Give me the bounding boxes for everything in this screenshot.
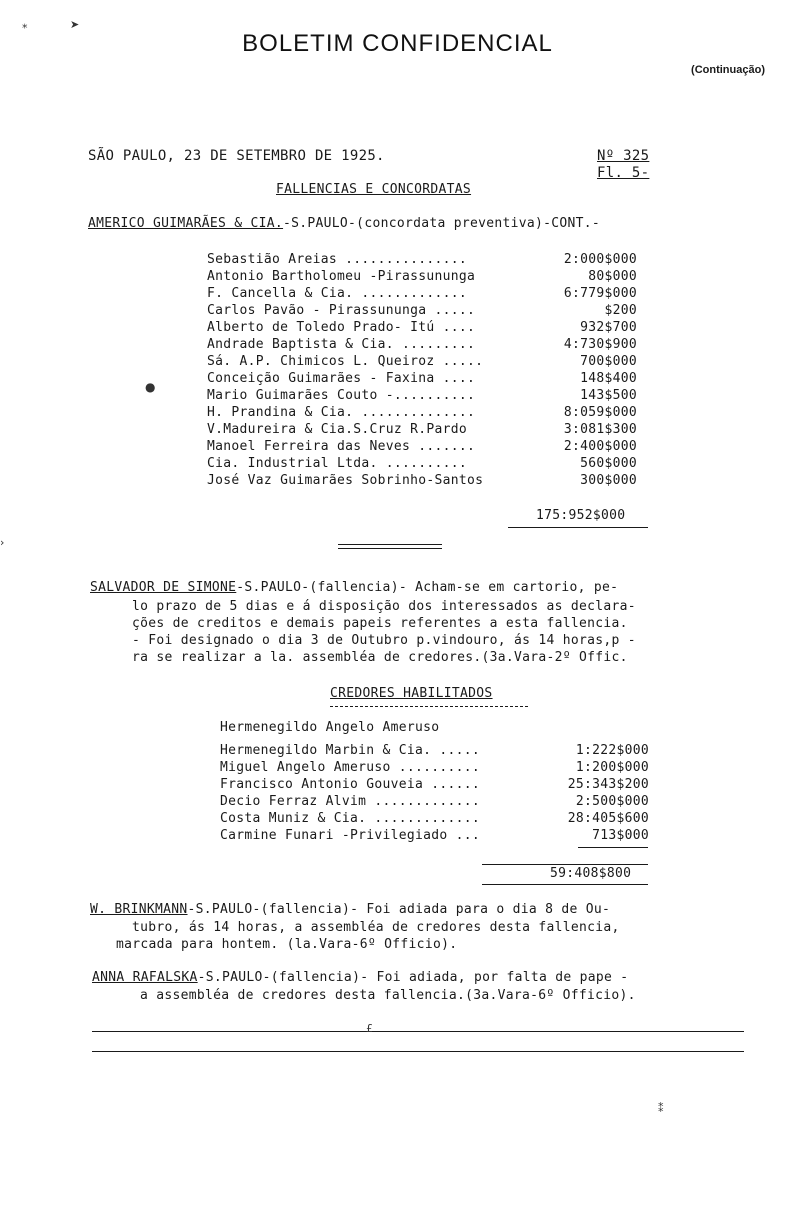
creditor-amount: 713$000 [592,828,649,843]
creditor-amount: 143$500 [580,388,637,403]
scan-speck: ⁎ [22,18,28,31]
creditor-amount: 1:200$000 [575,760,649,775]
entry-body-line: tubro, ás 14 horas, a assembléa de credores desta fallencia, [132,920,620,935]
entry-body-line: lo prazo de 5 dias e á disposição dos interessados as declara- [132,599,636,614]
creditor-amount: 560$000 [580,456,637,471]
place-date: SÃO PAULO, 23 DE SETEMBRO DE 1925. [88,148,385,164]
creditors-title: CREDORES HABILITADOS [330,686,493,701]
entry-americo-guimaraes [88,216,600,231]
entry-name: SALVADOR DE SIMONE [90,580,237,595]
creditor-amount: 300$000 [580,473,637,488]
total-underline [482,884,648,885]
creditor-name: Hermenegildo Angelo Ameruso [220,720,440,735]
section-separator [338,544,442,549]
entry-name: AMERICO GUIMARÃES & CIA. [88,216,284,231]
creditor-name: Conceição Guimarães - Faxina .... [207,371,476,386]
entry-body-line: marcada para hontem. (la.Vara-6º Officio). [116,937,458,952]
sheet-number: Fl. 5- [597,165,650,181]
scan-speck: £ [366,1022,373,1035]
entry-body-line: ra se realizar a la. assembléa de credores.(3a.Vara-2º Offic. [132,650,628,665]
entry1-total: 175:952$000 [536,508,626,523]
creditor-amount: 2:000$000 [563,252,637,267]
creditor-name: Carmine Funari -Privilegiado ... [220,828,481,843]
creditor-amount: $200 [604,303,637,318]
entry-first-line: -S.PAULO-(fallencia)- Foi adiada, por falta de pape - [197,970,629,985]
creditor-amount: 700$000 [580,354,637,369]
creditor-name: Carlos Pavão - Pirassununga ..... [207,303,476,318]
bulletin-title: BOLETIM CONFIDENCIAL [242,30,553,57]
continuation-label: (Continuação) [691,64,765,76]
creditor-name: Costa Muniz & Cia. ............. [220,811,481,826]
creditor-name: Decio Ferraz Alvim ............. [220,794,481,809]
creditor-amount: 2:400$000 [563,439,637,454]
creditor-amount: 4:730$900 [563,337,637,352]
creditor-amount: 3:081$300 [563,422,637,437]
creditor-amount: 1:222$000 [575,743,649,758]
subtotal-underline [578,847,648,848]
creditor-name: Cia. Industrial Ltda. .......... [207,456,468,471]
creditor-amount: 6:779$000 [563,286,637,301]
scan-speck: ● [145,380,156,394]
creditor-name: Alberto de Toledo Prado- Itú .... [207,320,476,335]
total-overline [482,864,648,865]
entry-name: W. BRINKMANN [90,902,188,917]
creditor-name: Mario Guimarães Couto -.......... [207,388,476,403]
creditor-name: Sebastião Areias ............... [207,252,468,267]
entry-salvador-de-simone [90,580,618,595]
entry2-total: 59:408$800 [550,866,632,881]
entry-body-line: a assembléa de credores desta fallencia.(3a.Vara-6º Officio). [140,988,636,1003]
creditor-name: Francisco Antonio Gouveia ...... [220,777,481,792]
creditor-amount: 932$700 [580,320,637,335]
entry-first-line: -S.PAULO-(fallencia)- Foi adiada para o dia 8 de Ou- [187,902,611,917]
creditor-amount: 25:343$200 [567,777,649,792]
title-dashed-rule [330,706,528,707]
scan-speck: ➤ [70,18,80,31]
entry-w-brinkmann [90,902,610,917]
closing-rule-top [92,1031,744,1032]
creditor-name: Hermenegildo Marbin & Cia. ..... [220,743,481,758]
creditor-name: F. Cancella & Cia. ............. [207,286,468,301]
creditor-name: Antonio Bartholomeu -Pirassununga [207,269,476,284]
creditor-amount: 80$000 [588,269,637,284]
closing-rule-bottom [92,1051,744,1052]
entry-name: ANNA RAFALSKA [92,970,198,985]
creditor-name: Andrade Baptista & Cia. ......... [207,337,476,352]
creditor-amount: 28:405$600 [567,811,649,826]
total-underline [508,527,648,528]
entry-first-line: -S.PAULO-(fallencia)- Acham-se em cartorio, pe- [236,580,619,595]
creditor-amount: 8:059$000 [563,405,637,420]
entry-anna-rafalska [92,970,628,985]
entry-body-line: - Foi designado o dia 3 de Outubro p.vindouro, ás 14 horas,p - [132,633,636,648]
creditor-name: Miguel Angelo Ameruso .......... [220,760,481,775]
entry-header-rest: -S.PAULO-(concordata preventiva)-CONT.- [283,216,600,231]
creditor-name: Manoel Ferreira das Neves ....... [207,439,476,454]
entry-body-line: ções de creditos e demais papeis referentes a esta fallencia. [132,616,628,631]
creditor-name: V.Madureira & Cia.S.Cruz R.Pardo [207,422,468,437]
creditor-name: Sá. A.P. Chimicos L. Queiroz ..... [207,354,484,369]
creditor-name: José Vaz Guimarães Sobrinho-Santos [207,473,484,488]
creditor-amount: 2:500$000 [575,794,649,809]
creditor-name: H. Prandina & Cia. .............. [207,405,476,420]
section-title: FALLENCIAS E CONCORDATAS [276,182,472,197]
scan-speck: › [0,536,5,549]
creditor-amount: 148$400 [580,371,637,386]
bulletin-number: Nº 325 [597,148,650,164]
scan-speck: ⁑ [658,1102,664,1115]
